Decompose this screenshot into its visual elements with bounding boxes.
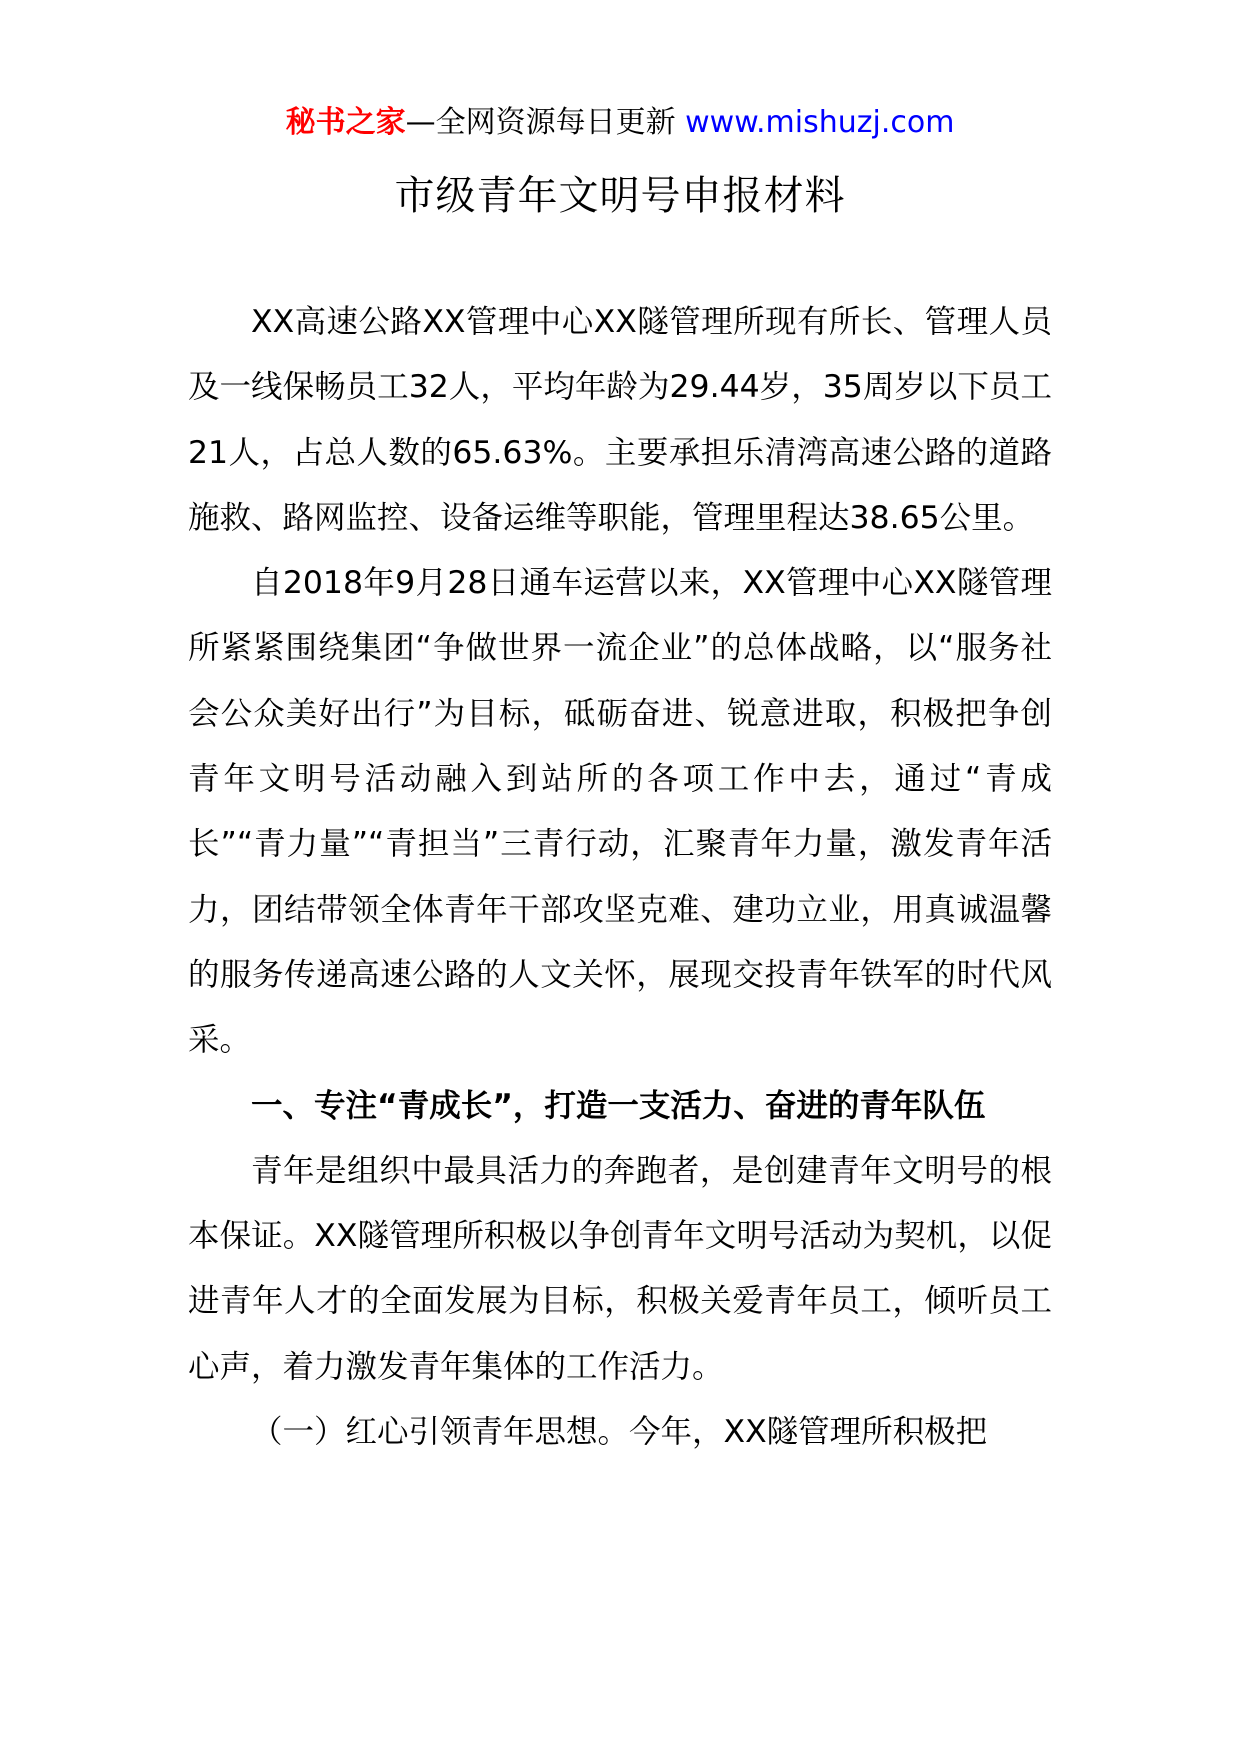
paragraph-section-1-intro: 青年是组织中最具活力的奔跑者，是创建青年文明号的根本保证。XX隧管理所积极以争创青年文明号活动为契机，以促进青年人才的全面发展为目标，积极关爱青年员工，倾听员工心声，着力激发青年集体的工作活力。 xyxy=(188,1152,1052,1385)
banner-brand: 秘书之家 xyxy=(285,105,406,140)
banner-url-link[interactable]: www.mishuzj.com xyxy=(685,105,955,140)
banner-tagline: —全网资源每日更新 xyxy=(405,105,676,140)
paragraph-background: 自2018年9月28日通车运营以来，XX管理中心XX隧管理所紧紧围绕集团“争做世界一流企业”的总体战略，以“服务社会公众美好出行”为目标，砥砺奋进、锐意进取，积极把争创青年文明号活动融入到站所的各项工作中去，通过“青成长”“青力量”“青担当”三青行动，汇聚青年力量，激发青年活力，团结带领全体青年干部攻坚克难、建功立业，用真诚温馨的服务传递高速公路的人文关怀，展现交投青年铁军的时代风采。 xyxy=(188,565,1052,1059)
section-heading-1: 一、专注“青成长”，打造一支活力、奋进的青年队伍 xyxy=(251,1087,986,1124)
document-body xyxy=(188,290,1052,1465)
document-title: 市级青年文明号申报材料 xyxy=(394,173,846,219)
paragraph-subsection-1: （一）红心引领青年思想。今年，XX隧管理所积极把 xyxy=(251,1414,988,1451)
site-banner xyxy=(0,100,1240,146)
paragraph-overview: XX高速公路XX管理中心XX隧管理所现有所长、管理人员及一线保畅员工32人，平均年龄为29.44岁，35周岁以下员工21人，占总人数的65.63%。主要承担乐清湾高速公路的道路施救、路网监控、设备运维等职能，管理里程达38.65公里。 xyxy=(188,304,1052,536)
